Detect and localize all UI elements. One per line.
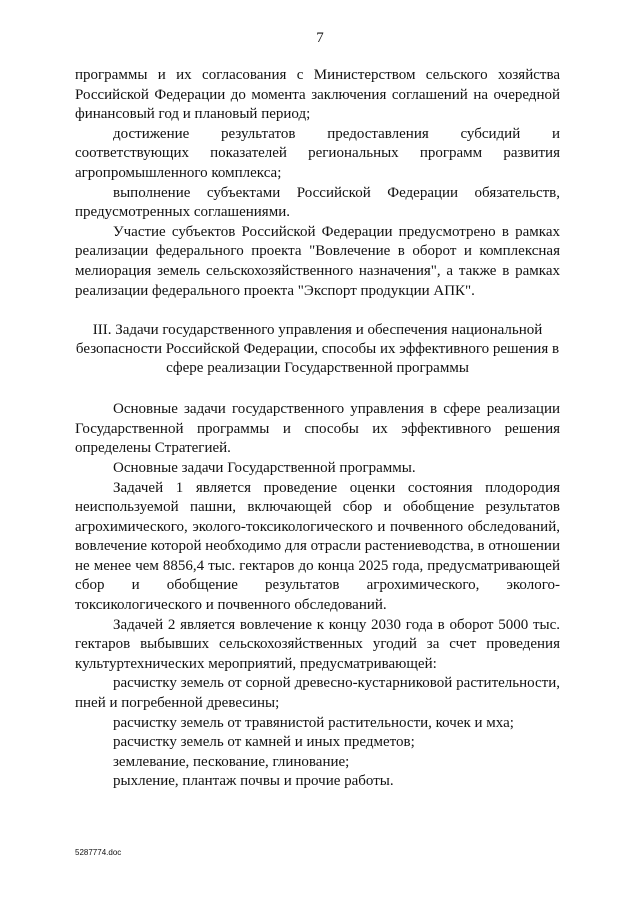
list-item: расчистку земель от травянистой растительности, кочек и мха; bbox=[113, 714, 514, 731]
document-body bbox=[75, 66, 560, 792]
paragraph: Участие субъектов Российской Федерации предусмотрено в рамках реализации федерального проекта "Вовлечение в оборот и комплексная мелиорация земель сельскохозяйственного назначения", а также в рамках реализации федерального проекта "Экспорт продукции АПК". bbox=[75, 223, 560, 299]
document-file-id: 5287774.doc bbox=[75, 848, 122, 857]
list-item: расчистку земель от камней и иных предметов; bbox=[113, 734, 415, 751]
paragraph: программы и их согласования с Министерством сельского хозяйства Российской Федерации до момента заключения соглашений на очередной финансовый год и плановый период; bbox=[75, 67, 560, 123]
paragraph: выполнение субъектами Российской Федерации обязательств, предусмотренных соглашениями. bbox=[75, 184, 560, 221]
list-item: расчистку земель от сорной древесно-кустарниковой растительности, пней и погребенной древесины; bbox=[75, 675, 560, 712]
paragraph: Задачей 1 является проведение оценки состояния плодородия неиспользуемой пашни, включающей сбор и обобщение результатов агрохимического, эколого-токсикологического и почвенного обследований, вовлечение которой необходимо для отрасли растениеводства, в отношении не менее чем 8856,4 тыс. гектаров до конца 2025 года, предусматривающей сбор и обобщение результатов агрохимического, эколого-токсикологического и почвенного обследований. bbox=[75, 479, 560, 614]
list-item: рыхление, плантаж почвы и прочие работы. bbox=[113, 773, 394, 790]
section-heading: III. Задачи государственного управления и обеспечения национальной безопасности Российской Федерации, способы их эффективного решения в сфере реализации Государственной программы bbox=[75, 322, 560, 377]
paragraph: достижение результатов предоставления субсидий и соответствующих показателей региональных программ развития агропромышленного комплекса; bbox=[75, 125, 560, 181]
paragraph: Основные задачи Государственной программы. bbox=[113, 459, 416, 476]
paragraph: Основные задачи государственного управления в сфере реализации Государственной программы и способы их эффективного решения определены Стратегией. bbox=[75, 401, 560, 457]
page-number: 7 bbox=[316, 30, 324, 46]
paragraph: Задачей 2 является вовлечение к концу 2030 года в оборот 5000 тыс. гектаров выбывших сельскохозяйственных угодий за счет проведения культуртехнических мероприятий, предусматривающей: bbox=[75, 616, 560, 672]
list-item: землевание, пескование, глинование; bbox=[113, 753, 350, 770]
